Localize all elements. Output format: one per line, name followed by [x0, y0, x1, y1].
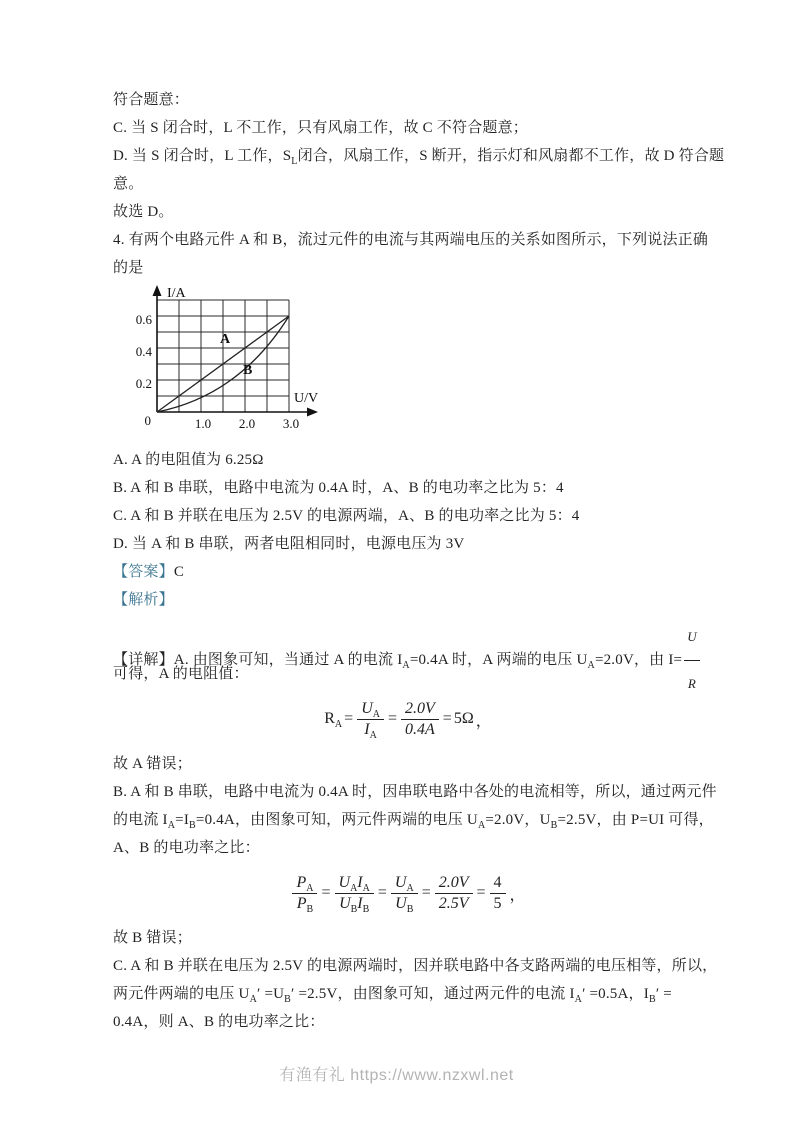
inline-fraction-U-over-R — [684, 614, 700, 707]
text-segment: ′ =U — [257, 986, 285, 1002]
subscript: A — [406, 882, 414, 894]
y-tick-3: 0.6 — [135, 312, 152, 327]
math-var: U — [361, 699, 373, 717]
graph-axes — [157, 290, 313, 412]
subscript: A — [372, 708, 380, 720]
equals-sign: = — [344, 710, 354, 727]
subscript: B — [362, 903, 370, 915]
math-value: 2.5V — [438, 894, 469, 912]
conclusion-b: 故 B 错误； — [113, 930, 192, 946]
text-segment: D. 当 S 闭合时，L 工作，S — [113, 148, 292, 164]
subscript: B — [406, 903, 414, 915]
text-segment: =0.4A，由图象可知，两元件两端的电压 U — [195, 812, 478, 828]
text-segment: ′ =0.5A，I — [582, 986, 649, 1002]
math-var: P — [296, 873, 307, 891]
subscript: B — [189, 820, 196, 831]
text-segment: 【详解】A. 由图象可知，当通过 A 的电流 I — [113, 651, 403, 668]
analysis-line — [113, 586, 703, 614]
subscript: B — [306, 903, 314, 915]
option-d: D. 当 A 和 B 串联，两者电阻相同时，电源电压为 3V — [113, 536, 465, 552]
question-stem-line1: 4. 有两个电路元件 A 和 B，流过元件的电流与其两端电压的关系如图所示，下列说法正确 — [113, 232, 709, 248]
formula-power-ratio — [113, 870, 703, 916]
subscript: A — [334, 719, 343, 731]
subscript: A — [249, 994, 258, 1005]
subscript: A — [574, 994, 583, 1005]
math-var: P — [296, 894, 307, 912]
math-value: 0.4A — [405, 720, 435, 738]
subscript: A — [306, 882, 314, 894]
fraction-UI-products — [335, 874, 374, 913]
subscript: A — [350, 882, 358, 894]
x-tick-1: 1.0 — [194, 416, 212, 431]
equals-sign: = — [377, 884, 387, 901]
document-content — [113, 86, 725, 1036]
fraction-result — [490, 874, 506, 913]
text-segment: =2.0V，由 I= — [594, 651, 683, 668]
equals-sign: = — [387, 710, 398, 727]
question-stem-line2: 的是 — [113, 260, 144, 276]
math-value: 5 — [493, 894, 502, 912]
subscript: A — [167, 820, 176, 831]
subscript: A — [402, 659, 410, 671]
prev-solution-line-c: C. 当 S 闭合时，L 不工作，只有风扇工作，故 C 不符合题意； — [113, 120, 529, 136]
math-value: 2.0V — [438, 873, 469, 891]
detail-c-line3: 0.4A，则 A、B 的电功率之比： — [113, 1014, 325, 1030]
conclusion-a: 故 A 错误； — [113, 756, 192, 772]
math-var: R — [324, 710, 335, 727]
answer-line — [113, 558, 703, 586]
text-segment: =2.5V，由 P=UI 可得， — [557, 812, 714, 828]
subscript: B — [284, 994, 292, 1005]
option-b: B. A 和 B 串联，电路中电流为 0.4A 时，A、B 的电功率之比为 5：4 — [113, 480, 564, 496]
answer-value: C — [173, 564, 185, 580]
subscript: L — [291, 156, 298, 167]
comma: ， — [475, 712, 492, 730]
subscript: A — [369, 729, 377, 741]
subscript: A — [477, 820, 486, 831]
text-segment: 的电流 I — [113, 812, 168, 828]
prev-solution-choice: 故选 D。 — [113, 204, 174, 220]
x-axis-label: U/V — [294, 391, 319, 406]
y-tick-1: 0.2 — [135, 376, 152, 391]
text-segment: 闭合，风扇工作，S 断开，指示灯和风扇都不工作，故 D 符合题 — [297, 148, 725, 164]
graph-grid — [157, 300, 289, 412]
math-var: I — [357, 894, 363, 912]
subscript: B — [550, 820, 558, 831]
detail-b-line1: B. A 和 B 串联，电路中电流为 0.4A 时，因串联电路中各处的电流相等，所以，通过两元件 — [113, 784, 717, 800]
subscript: A — [587, 659, 595, 671]
equals-sign: = — [321, 884, 331, 901]
curve-A-label: A — [220, 332, 231, 347]
fraction-PA-PB — [292, 874, 317, 913]
y-tick-2: 0.4 — [135, 344, 152, 359]
text-segment: ′ =2.5V，由图象可知，通过两元件的电流 I — [291, 986, 575, 1002]
detail-c-line2 — [113, 980, 703, 1008]
text-segment: =2.0V，U — [485, 812, 551, 828]
answer-label: 【答案】 — [113, 564, 174, 580]
subscript: B — [350, 903, 358, 915]
subscript: B — [648, 994, 656, 1005]
math-var: U — [338, 873, 351, 891]
math-var: I — [364, 720, 370, 738]
detail-c-line1: C. A 和 B 并联在电压为 2.5V 的电源两端时，因并联电路中各支路两端的电压相等，所以， — [113, 958, 718, 974]
math-var: U — [395, 894, 407, 912]
detail-line-2: 可得，A 的电阻值： — [113, 666, 249, 682]
prev-solution-line-wrap: 意。 — [113, 176, 144, 192]
x-tick-3: 3.0 — [282, 416, 300, 431]
y-axis-label: I/A — [167, 286, 186, 301]
result-value: 5Ω — [453, 710, 474, 727]
watermark-footer: 有渔有礼 https://www.nzxwl.net — [279, 1067, 514, 1084]
comma: ， — [509, 886, 526, 904]
x-tick-2: 2.0 — [238, 416, 256, 431]
math-var: I — [357, 873, 363, 891]
option-c: C. A 和 B 并联在电压为 2.5V 的电源两端，A、B 的电功率之比为 5：4 — [113, 508, 580, 524]
origin-tick: 0 — [144, 413, 151, 428]
fraction-UA-IA — [357, 700, 384, 739]
equals-sign: = — [442, 710, 452, 727]
math-var: U — [687, 629, 697, 644]
detail-b-line2 — [113, 806, 714, 834]
detail-b-line3: A、B 的电功率之比： — [113, 840, 260, 856]
curve-B-label: B — [243, 363, 253, 378]
subscript: A — [362, 882, 370, 894]
math-var: U — [339, 894, 351, 912]
fraction-values — [401, 700, 439, 739]
formula-resistance — [113, 696, 703, 742]
math-var: U — [394, 873, 407, 891]
math-value: 2.0V — [405, 699, 435, 717]
text-segment: 两元件两端的电压 U — [113, 986, 250, 1002]
fraction-voltage-values — [435, 874, 473, 913]
math-var: R — [687, 676, 697, 691]
text-segment: =0.4A 时，A 两端的电压 U — [409, 651, 588, 668]
equals-sign: = — [421, 884, 431, 901]
equals-sign: = — [476, 884, 486, 901]
math-value: 4 — [490, 874, 506, 894]
text-segment: ′ = — [655, 986, 672, 1002]
math-term — [324, 710, 343, 731]
analysis-label: 【解析】 — [113, 592, 174, 608]
option-a: A. A 的电阻值为 6.25Ω — [113, 452, 264, 468]
x-axis-arrow-icon — [307, 408, 318, 417]
text-segment: =I — [175, 812, 190, 828]
iv-graph — [123, 284, 703, 442]
y-axis-arrow-icon — [153, 285, 162, 296]
iv-graph-svg — [123, 284, 328, 440]
prev-solution-line-d — [113, 142, 725, 170]
prev-solution-line: 符合题意： — [113, 92, 190, 108]
fraction-UA-UB — [391, 874, 418, 913]
